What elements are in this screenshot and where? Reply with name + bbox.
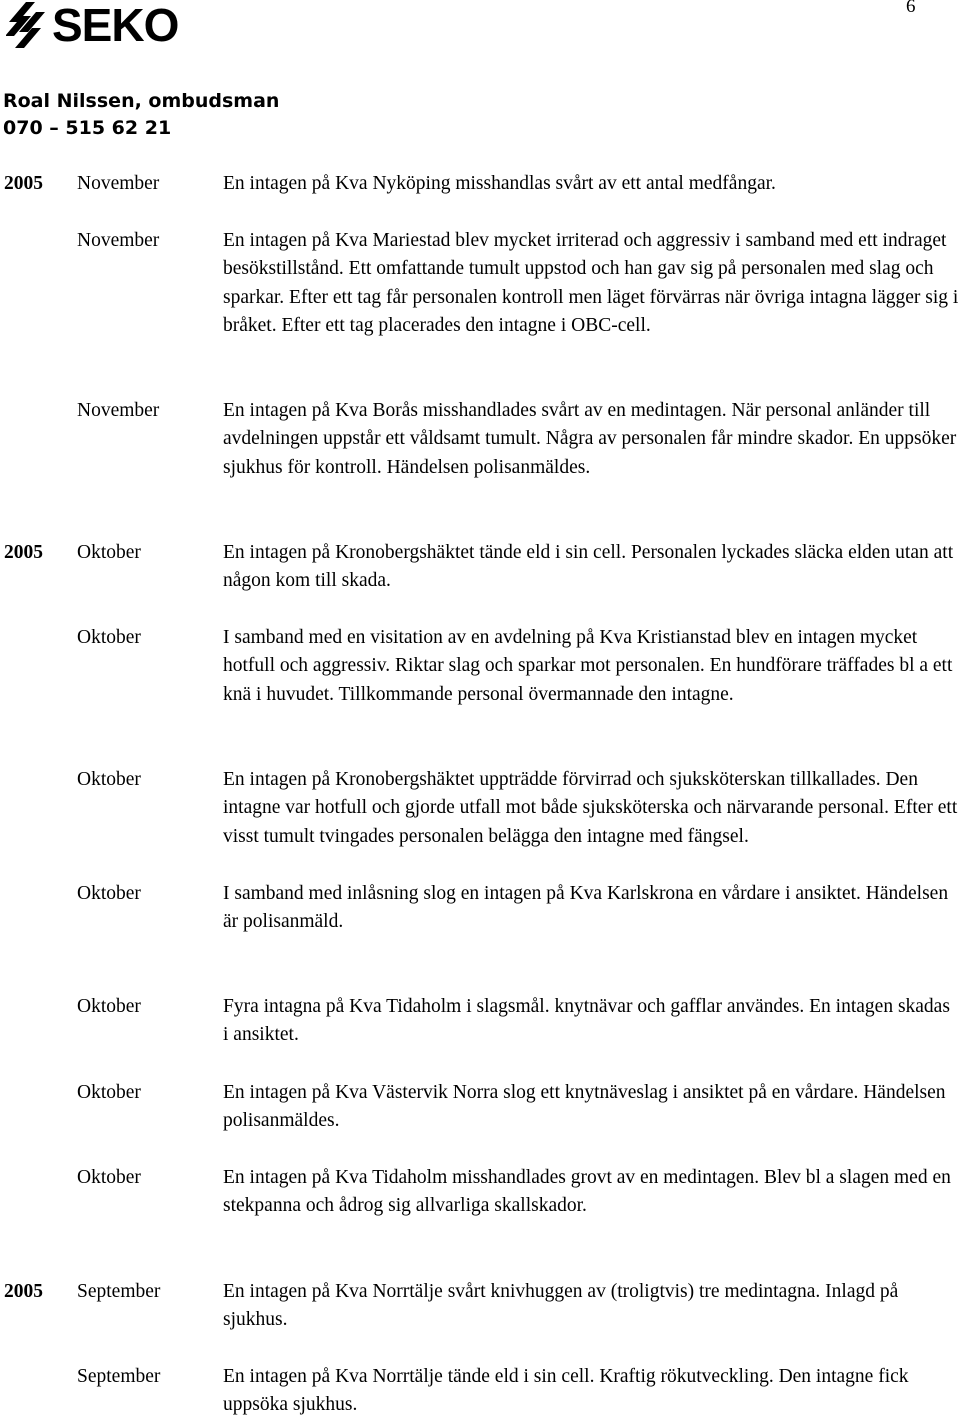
contact-block	[3, 88, 279, 142]
ombudsman-name: Roal Nilssen, ombudsman	[3, 90, 280, 112]
entry-text: En intagen på Kva Mariestad blev mycket irriterad och aggressiv i samband med ett indraget besökstillstånd. Ett omfattande tumult uppstod och han gav sig på personalen med slag och sparkar. Efter ett tag får personalen kontroll men läget förvärras när övriga intagna lägger sig i bråket. Efter ett tag placerades den intagne i OBC-cell.	[223, 230, 959, 336]
phone-number: 070 – 515 62 21	[3, 117, 172, 139]
entry-text: En intagen på Kva Norrtälje svårt knivhuggen av (troligtvis) tre medintagna. Inlagd på sjukhus.	[223, 1281, 899, 1331]
entry-month: Oktober	[77, 627, 141, 648]
entry-text: En intagen på Kva Norrtälje tände eld i sin cell. Kraftig rökutveckling. Den intagne fick uppsöka sjukhus.	[223, 1366, 909, 1416]
entry-text: Fyra intagna på Kva Tidaholm i slagsmål. knytnävar och gafflar användes. En intagen skadas i ansiktet.	[223, 996, 950, 1046]
entry-month: Oktober	[77, 883, 141, 904]
entry-text: En intagen på Kva Nyköping misshandlas svårt av ett antal medfångar.	[223, 173, 776, 194]
entry-year: 2005	[4, 1281, 43, 1302]
page-number: 6	[906, 0, 916, 17]
entry-month: Oktober	[77, 769, 141, 790]
entry-year: 2005	[4, 173, 43, 194]
logo-text: SEKO	[52, 0, 179, 51]
entry-year: 2005	[4, 542, 43, 563]
seko-logo-icon	[6, 2, 50, 48]
entry-month: November	[77, 400, 160, 421]
entry-month: November	[77, 230, 160, 251]
entry-month: September	[77, 1281, 161, 1302]
entry-month: November	[77, 173, 160, 194]
entry-month: Oktober	[77, 542, 141, 563]
entry-month: Oktober	[77, 1082, 141, 1103]
entry-month: Oktober	[77, 1167, 141, 1188]
entry-text: En intagen på Kva Tidaholm misshandlades grovt av en medintagen. Blev bl a slagen med en stekpanna och ådrog sig allvarliga skallskador.	[223, 1167, 951, 1217]
entry-text: I samband med inlåsning slog en intagen på Kva Karlskrona en vårdare i ansiktet. Händelsen är polisanmäld.	[223, 883, 949, 933]
entry-text: En intagen på Kronobergshäktet uppträdde förvirrad och sjuksköterskan tillkallades. Den intagne var hotfull och gjorde utfall mot både sjuksköterska och närvarande personal. Efter ett visst tumult tvingades personalen belägga den intagne med fängsel.	[223, 769, 958, 847]
entry-month: Oktober	[77, 996, 141, 1017]
entry-text: I samband med en visitation av en avdelning på Kva Kristianstad blev en intagen mycket hotfull och aggressiv. Riktar slag och sparkar mot personalen. En hundförare träffades bl a ett knä i huvudet. Tillkommande personal övermannade den intagne.	[223, 627, 953, 705]
entry-month: September	[77, 1366, 161, 1387]
entry-text: En intagen på Kva Västervik Norra slog ett knytnäveslag i ansiktet på en vårdare. Händelsen polisanmäldes.	[223, 1082, 946, 1132]
entry-text: En intagen på Kronobergshäktet tände eld i sin cell. Personalen lyckades släcka elden utan att någon kom till skada.	[223, 542, 954, 592]
seko-logo	[6, 0, 179, 51]
entry-text: En intagen på Kva Borås misshandlades svårt av en medintagen. När personal anländer till avdelningen uppstår ett våldsamt tumult. Några av personalen får mindre skador. En uppsöker sjukhus för kontroll. Händelsen polisanmäldes.	[223, 400, 957, 478]
